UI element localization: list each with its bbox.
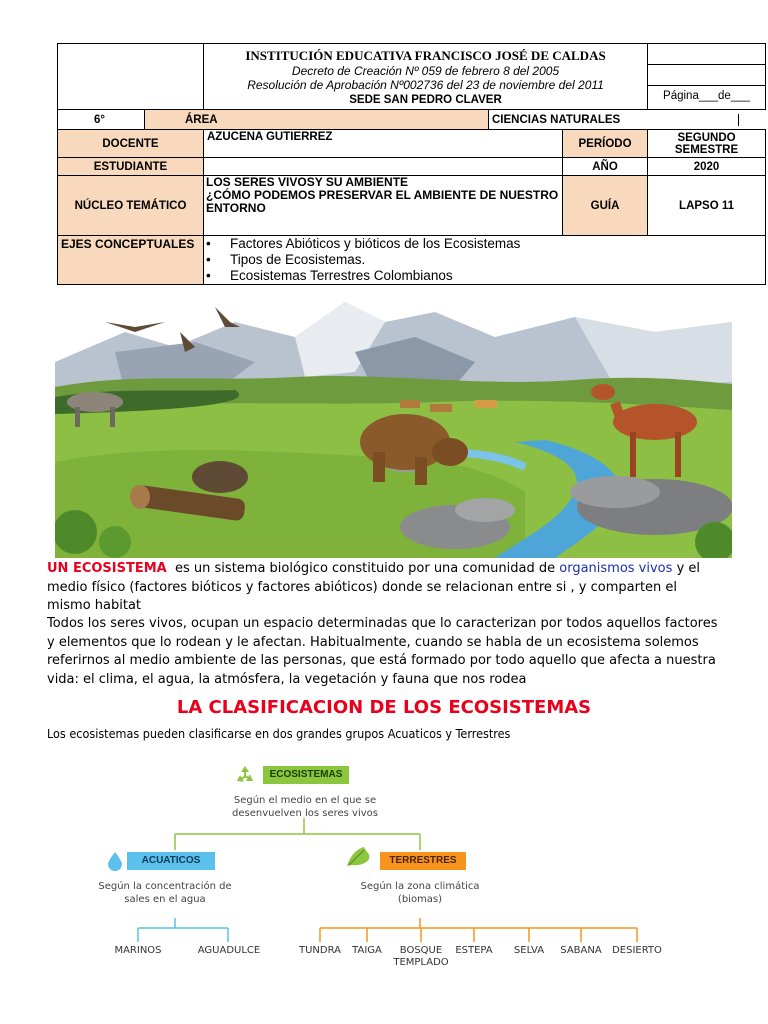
decree-text: Decreto de Creación Nº 059 de febrero 8 del 2005 [291,63,560,78]
ecosistema-term: UN ECOSISTEMA [47,561,167,576]
page-counter: Página___de___ [663,90,751,102]
ecosistemas-box: ECOSISTEMAS [263,766,349,784]
intro-paragraph-2: Todos los seres vivos, ocupan un espacio determinadas que lo caracterizan por todos aquellos factores y elementos que lo rodean y le afectan. Habitualmente, cuando se habla de un ecosistema solemos referirnos al medio ambiente de las personas, que está formado por todo aquello que afecta a nuestra vida: el clima, el agua, la atmósfera, la vegetación y fauna que nos rodea [47,616,718,687]
institution-cell [204,44,648,110]
logo-cell [58,44,204,110]
terrestres-note: Según la zona climática (biomas) [360,881,480,905]
institution-name: INSTITUCIÓN EDUCATIVA FRANCISCO JOSÉ DE CALDAS [245,47,606,63]
recycle-icon [233,763,257,787]
resolution-text: Resolución de Aprobación Nº002736 del 23 de noviembre del 2011 [247,77,604,92]
estudiante-value[interactable] [204,158,563,176]
leaf-desierto: DESIERTO [612,945,662,956]
intro-text-b: y el medio físico (factores bióticos y factores abióticos) donde se relacionan entre si , y comparten el mismo habitat [47,561,700,613]
guia-value: LAPSO 11 [648,176,766,236]
acuaticos-box: ACUATICOS [127,852,215,870]
ejes-list [204,236,765,284]
nucleo-line-1: LOS SERES VIVOSY SU AMBIENTE [206,175,409,189]
organismos-vivos-link[interactable]: organismos vivos [559,561,673,576]
leaf-marinos: MARINOS [114,945,162,956]
nucleo-line-2: ¿CÓMO PODEMOS PRESERVAR EL AMBIENTE DE NUESTRO ENTORNO [206,188,559,215]
header-table [57,43,766,285]
oak-leaf-icon [344,844,374,870]
intro-text-a: es un sistema biológico constituido por una comunidad de [175,561,556,576]
acuaticos-note: Según la concentración de sales en el agua [98,881,232,905]
intro-paragraph-1 [47,560,717,616]
estudiante-label: ESTUDIANTE [58,158,204,176]
nucleo-label: NÚCLEO TEMÁTICO [58,176,204,236]
water-drop-icon [104,850,126,872]
root-note: Según el medio en el que se desenvuelven los seres vivos [232,795,378,819]
leaf-aguadulce: AGUADULCE [197,945,261,956]
ejes-item-2: • Tipos de Ecosistemas. [224,252,765,268]
section-intro: Los ecosistemas pueden clasificarse en dos grandes grupos Acuaticos y Terrestres [47,726,511,741]
guia-label: GUÍA [563,176,648,236]
periodo-value: SEGUNDO SEMESTRE [648,130,766,158]
ejes-label: EJES CONCEPTUALES [58,236,204,285]
area-label: ÁREA [145,110,489,130]
ejes-item-1: • Factores Abióticos y bióticos de los Ecosistemas [224,236,765,252]
anio-label: AÑO [563,158,648,176]
ejes-item-3: • Ecosistemas Terrestres Colombianos [224,268,765,284]
leaf-sabana: SABANA [560,945,602,956]
leaf-bosque-templado: BOSQUE TEMPLADO [393,945,449,968]
grade-cell: 6° [58,110,145,130]
leaf-estepa: ESTEPA [455,945,493,956]
ejes-cell [204,236,766,285]
anio-value: 2020 [648,158,766,176]
nucleo-value [204,176,563,236]
leaf-tundra: TUNDRA [299,945,341,956]
docente-value: AZUCENA GUTIERREZ [204,130,563,158]
docente-label: DOCENTE [58,130,204,158]
leaf-taiga: TAIGA [352,945,382,956]
page-cell [648,44,766,110]
terrestres-box: TERRESTRES [380,852,466,870]
section-title: LA CLASIFICACION DE LOS ECOSISTEMAS [176,697,592,718]
area-value-cell [489,110,766,130]
periodo-label: PERÍODO [563,130,648,158]
area-value: CIENCIAS NATURALES [489,114,739,126]
ecosystem-landscape-illustration [55,292,732,558]
leaf-selva: SELVA [513,945,545,956]
sede-text: SEDE SAN PEDRO CLAVER [349,93,502,106]
